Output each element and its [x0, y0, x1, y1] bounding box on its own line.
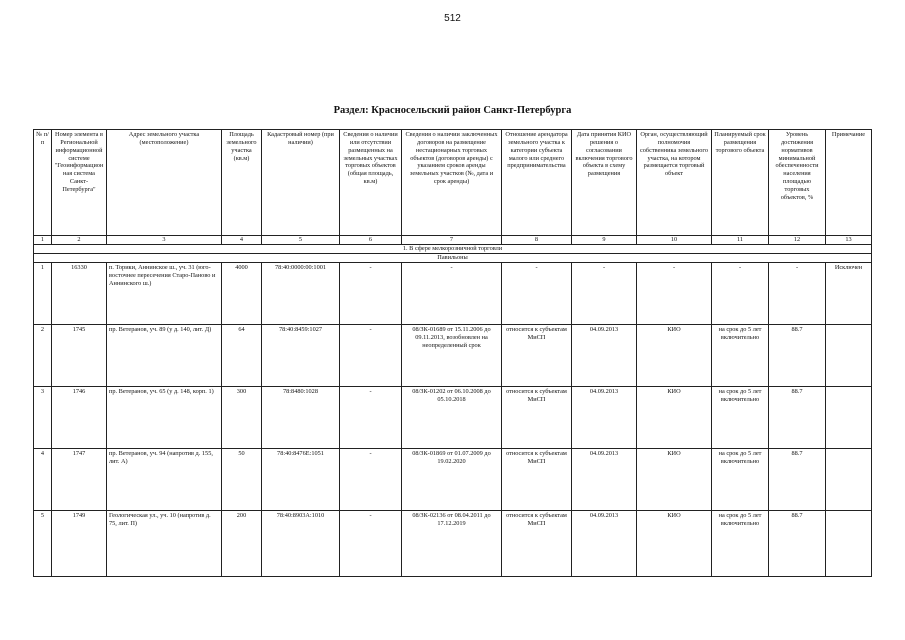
- cell-date: -: [572, 263, 637, 325]
- cell-note: [826, 449, 872, 511]
- cell-term: на срок до 5 лет включительно: [712, 449, 769, 511]
- cell-number: 5: [34, 511, 52, 577]
- column-number: 1: [34, 236, 52, 245]
- cell-note: [826, 325, 872, 387]
- column-number: 9: [572, 236, 637, 245]
- cell-sme: относится к субъектам МиСП: [502, 511, 572, 577]
- table-row: [34, 325, 872, 387]
- cell-area: 4000: [222, 263, 262, 325]
- cell-contract: 08/ЗК-01202 от 06.10.2008 до 05.10.2018: [402, 387, 502, 449]
- cell-address: пр. Ветеранов, уч. 89 (у д. 140, лит. Д): [107, 325, 222, 387]
- cell-objects: -: [340, 449, 402, 511]
- cell-date: 04.09.2013: [572, 511, 637, 577]
- cell-date: 04.09.2013: [572, 325, 637, 387]
- cell-area: 50: [222, 449, 262, 511]
- header-cell: Кадастровый номер (при наличии): [262, 130, 340, 236]
- header-cell: Сведения о наличии или отсутствии размещенных на земельных участках торговых объектов (общая площадь, кв.м): [340, 130, 402, 236]
- cell-number: 4: [34, 449, 52, 511]
- cell-term: на срок до 5 лет включительно: [712, 511, 769, 577]
- cell-authority: КИО: [637, 387, 712, 449]
- subgroup-row: [34, 254, 872, 263]
- column-number: 11: [712, 236, 769, 245]
- cell-level: -: [769, 263, 826, 325]
- section-title: Раздел: Красносельский район Санкт-Петербурга: [333, 105, 572, 116]
- table-row: [34, 387, 872, 449]
- header-cell: Планируемый срок размещения торгового объекта: [712, 130, 769, 236]
- cell-element-id: 16330: [52, 263, 107, 325]
- column-number: 13: [826, 236, 872, 245]
- cell-cadastral: 78:40:8476Е:1051: [262, 449, 340, 511]
- header-cell: Площадь земельного участка (кв.м): [222, 130, 262, 236]
- column-number: 6: [340, 236, 402, 245]
- cell-element-id: 1746: [52, 387, 107, 449]
- cell-note: [826, 511, 872, 577]
- column-number: 3: [107, 236, 222, 245]
- cell-term: -: [712, 263, 769, 325]
- cell-contract: 08/ЗК-01869 от 01.07.2009 до 19.02.2020: [402, 449, 502, 511]
- subgroup-heading: Павильоны: [34, 254, 872, 263]
- table-row: [34, 511, 872, 577]
- cell-number: 3: [34, 387, 52, 449]
- cell-contract: 08/ЗК-01689 от 15.11.2006 до 09.11.2013, возобновлен на неопределенный срок: [402, 325, 502, 387]
- group-heading: 1. В сфере мелкорозничной торговли: [34, 245, 872, 254]
- group-row: [34, 245, 872, 254]
- cell-authority: КИО: [637, 449, 712, 511]
- cell-element-id: 1749: [52, 511, 107, 577]
- cell-number: 2: [34, 325, 52, 387]
- cell-level: 88.7: [769, 387, 826, 449]
- cell-note: Исключен: [826, 263, 872, 325]
- header-cell: № п/п: [34, 130, 52, 236]
- column-number: 4: [222, 236, 262, 245]
- cell-address: пр. Ветеранов, уч. 94 (напротив д. 155, лит. А): [107, 449, 222, 511]
- page-number: 512: [444, 13, 461, 24]
- header-cell: Сведения о наличии заключенных договоров на размещение нестационарных торговых объектов (договоров аренды) с указанием сроков аренды земельных участков (№, дата и срок аренды): [402, 130, 502, 236]
- column-number-row: [34, 236, 872, 245]
- cell-authority: КИО: [637, 325, 712, 387]
- cell-cadastral: 78:40:8459:1027: [262, 325, 340, 387]
- cell-contract: 08/ЗК-02136 от 08.04.2011 до 17.12.2019: [402, 511, 502, 577]
- cell-element-id: 1747: [52, 449, 107, 511]
- cell-level: 88.7: [769, 325, 826, 387]
- column-number: 12: [769, 236, 826, 245]
- cell-objects: -: [340, 387, 402, 449]
- header-cell: Уровень достижения нормативов минимальной обеспеченности населения площадью торговых объектов, %: [769, 130, 826, 236]
- cell-authority: КИО: [637, 511, 712, 577]
- column-number: 7: [402, 236, 502, 245]
- header-cell: Дата принятия КИО решения о согласовании включения торгового объекта в схему размещения: [572, 130, 637, 236]
- cell-date: 04.09.2013: [572, 449, 637, 511]
- column-number: 2: [52, 236, 107, 245]
- header-row: [34, 130, 872, 236]
- cell-objects: -: [340, 511, 402, 577]
- cell-area: 300: [222, 387, 262, 449]
- header-cell: Отношение арендатора земельного участка к категории субъекта малого или среднего предпринимательства: [502, 130, 572, 236]
- cell-sme: относится к субъектам МиСП: [502, 325, 572, 387]
- header-cell: Номер элемента в Региональной информационной системе "Геоинформационная система Санкт-Петербурга": [52, 130, 107, 236]
- cell-cadastral: 78:40:0000:00:1001: [262, 263, 340, 325]
- cell-objects: -: [340, 263, 402, 325]
- cell-term: на срок до 5 лет включительно: [712, 325, 769, 387]
- register-table: [33, 129, 872, 577]
- column-number: 10: [637, 236, 712, 245]
- cell-cadastral: 78:40:8903А:1010: [262, 511, 340, 577]
- cell-address: Геологическая ул., уч. 10 (напротив д. 75, лит. П): [107, 511, 222, 577]
- header-cell: Примечание: [826, 130, 872, 236]
- cell-area: 64: [222, 325, 262, 387]
- column-number: 8: [502, 236, 572, 245]
- cell-sme: относится к субъектам МиСП: [502, 387, 572, 449]
- cell-number: 1: [34, 263, 52, 325]
- cell-cadastral: 78:8480:1028: [262, 387, 340, 449]
- cell-contract: -: [402, 263, 502, 325]
- cell-area: 200: [222, 511, 262, 577]
- cell-sme: -: [502, 263, 572, 325]
- cell-address: пр. Ветеранов, уч. 65 (у д. 148, корп. 1): [107, 387, 222, 449]
- cell-term: на срок до 5 лет включительно: [712, 387, 769, 449]
- cell-level: 88.7: [769, 449, 826, 511]
- column-number: 5: [262, 236, 340, 245]
- cell-authority: -: [637, 263, 712, 325]
- table-row: [34, 449, 872, 511]
- cell-objects: -: [340, 325, 402, 387]
- cell-sme: относится к субъектам МиСП: [502, 449, 572, 511]
- cell-level: 88.7: [769, 511, 826, 577]
- cell-address: п. Торики, Аннинское ш., уч. 31 (юго-восточнее пересечения Старо-Паново и Аннинского ш.): [107, 263, 222, 325]
- table-row: [34, 263, 872, 325]
- cell-date: 04.09.2013: [572, 387, 637, 449]
- header-cell: Адрес земельного участка (местоположение): [107, 130, 222, 236]
- cell-element-id: 1745: [52, 325, 107, 387]
- header-cell: Орган, осуществляющий полномочия собственника земельного участка, на котором размещается торговый объект: [637, 130, 712, 236]
- cell-note: [826, 387, 872, 449]
